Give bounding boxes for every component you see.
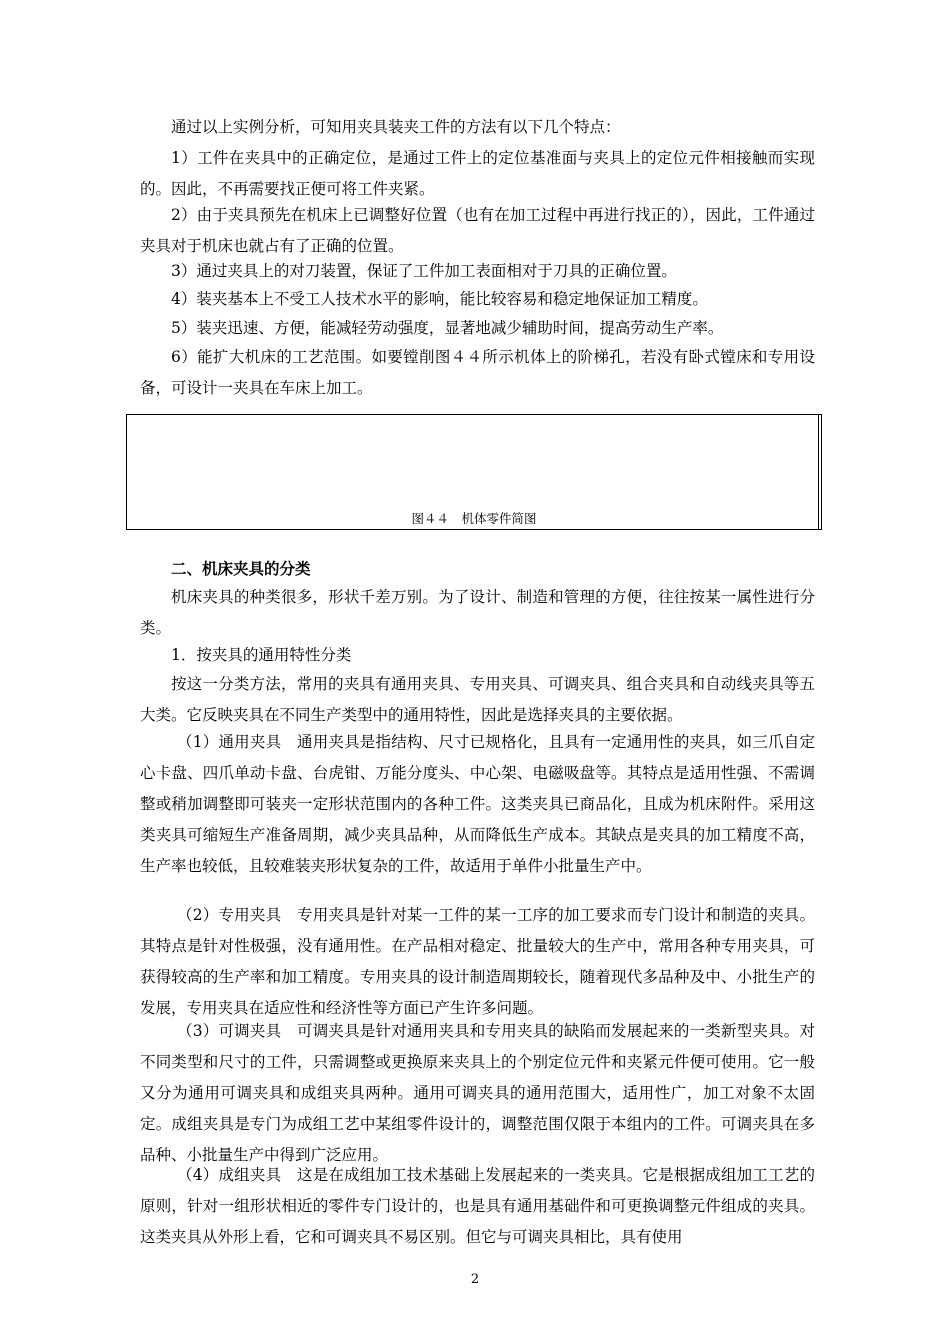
page-number: 2 [470,1272,480,1287]
paragraph-point-3: 3）通过夹具上的对刀装置，保证了工件加工表面相对于刀具的正确位置。 [171,262,677,280]
figure-frame [126,414,822,530]
paragraph-point-6: 6）能扩大机床的工艺范围。如要镗削图４４所示机体上的阶梯孔，若没有卧式镗床和专用设备，可设计一夹具在车床上加工。 [140,348,815,397]
section-intro: 机床夹具的种类很多，形状千差万别。为了设计、制造和管理的方便，往往按某一属性进行分类。 [140,588,815,637]
paragraph-group-fixture: （4）成组夹具 这是在成组加工技术基础上发展起来的一类夹具。它是根据成组加工工艺的原则，针对一组形状相近的零件专门设计的，也是具有通用基础件和可更换调整元件组成的夹具。这类夹具从外形上看，它和可调夹具不易区别。但它与可调夹具相比，具有使用 [140,1166,815,1246]
paragraph-point-5: 5）装夹迅速、方便，能减轻劳动强度，显著地减少辅助时间，提高劳动生产率。 [171,319,724,337]
paragraph-intro: 通过以上实例分析，可知用夹具装夹工件的方法有以下几个特点： [171,118,621,136]
section-heading: 二、机床夹具的分类 [171,560,311,578]
paragraph-general-fixture: （1）通用夹具 通用夹具是指结构、尺寸已规格化，且具有一定通用性的夹具，如三爪自定心卡盘、四爪单动卡盘、台虎钳、万能分度头、中心架、电磁吸盘等。其特点是适用性强、不需调整或稍加调整即可装夹一定形状范围内的各种工件。这类夹具已商品化，且成为机床附件。采用这类夹具可缩短生产准备周期，减少夹具品种，从而降低生产成本。其缺点是夹具的加工精度不高，生产率也较低，且较难装夹形状复杂的工件，故适用于单件小批量生产中。 [140,733,815,875]
paragraph-adjustable-fixture: （3）可调夹具 可调夹具是针对通用夹具和专用夹具的缺陷而发展起来的一类新型夹具。对不同类型和尺寸的工件，只需调整或更换原来夹具上的个别定位元件和夹紧元件便可使用。它一般又分为通用可调夹具和成组夹具两种。通用可调夹具的通用范围大，适用性广，加工对象不太固定。成组夹具是专门为成组工艺中某组零件设计的，调整范围仅限于本组内的工件。可调夹具在多品种、小批量生产中得到广泛应用。 [140,1022,815,1164]
figure-caption: 图４４ 机体零件简图 [411,511,537,526]
sub-heading: 1．按夹具的通用特性分类 [171,646,352,664]
paragraph-special-fixture: （2）专用夹具 专用夹具是针对某一工件的某一工序的加工要求而专门设计和制造的夹具。其特点是针对性极强，没有通用性。在产品相对稳定、批量较大的生产中，常用各种专用夹具，可获得较高的生产率和加工精度。专用夹具的设计制造周期较长，随着现代多品种及中、小批生产的发展，专用夹具在适应性和经济性等方面已产生许多问题。 [140,906,815,1017]
sub-intro: 按这一分类方法，常用的夹具有通用夹具、专用夹具、可调夹具、组合夹具和自动线夹具等五大类。它反映夹具在不同生产类型中的通用特性，因此是选择夹具的主要依据。 [140,675,815,724]
paragraph-point-1: 1）工件在夹具中的正确定位，是通过工件上的定位基准面与夹具上的定位元件相接触而实现的。因此，不再需要找正便可将工件夹紧。 [140,149,815,198]
paragraph-point-4: 4）装夹基本上不受工人技术水平的影响，能比较容易和稳定地保证加工精度。 [171,290,708,308]
paragraph-point-2: 2）由于夹具预先在机床上已调整好位置（也有在加工过程中再进行找正的），因此，工件通过夹具对于机床也就占有了正确的位置。 [140,206,815,255]
